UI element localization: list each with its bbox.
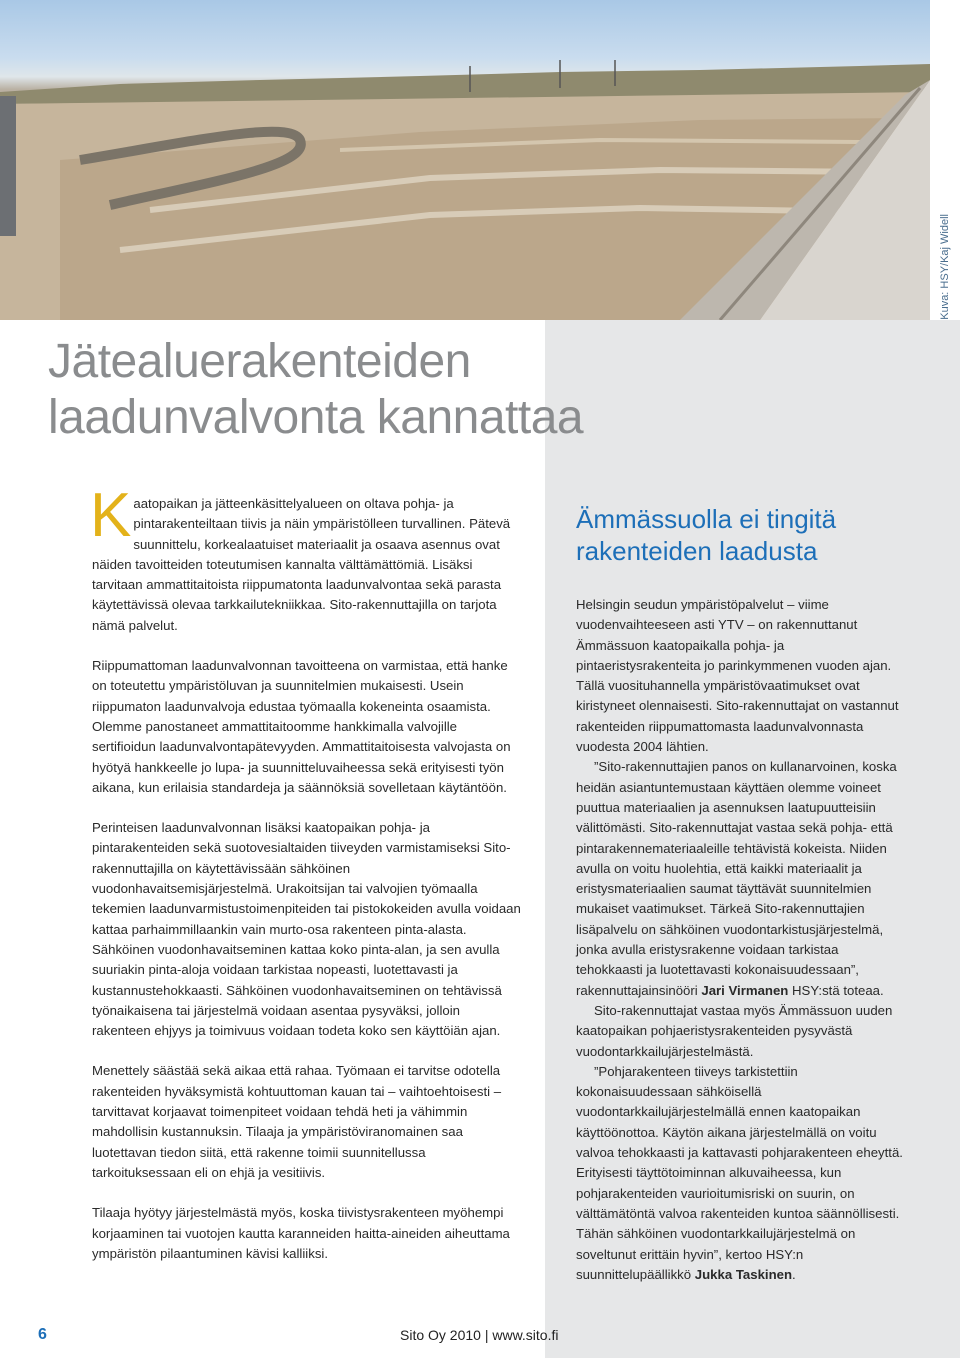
body-paragraph-3: Perinteisen laadunvalvonnan lisäksi kaatopaikan pohja- ja pintarakenteiden sekä suotovesialtaiden tiiveyden varmistamiseksi Sito-rakennuttajilla on käytettävissään sähköinen vuodonhavaitsemisjärjestelmä. Urakoitsijan tai valvojien työmaalla tekemien laadunvarmistustoimenpiteiden tai pistokokeiden avulla voidaan kattaa parhaimmillaankin vain murto-osa rakenteen pinta-alasta. Sähköinen vuodonhavaitseminen kattaa koko pinta-alan, ja sen avulla suuriakin pinta-aloja voidaan tarkistaa nopeasti, luotettavasti ja kustannustehokkaasti. Sähköinen vuodonhavaitseminen on tehtävissä työnaikaisena tai järjestelmä voidaan asentaa pysyväksi, jolloin rakenteen ehjyys ja toimivuus voidaan todeta koko sen käyttöiän ajan. (92, 820, 521, 1039)
body-paragraph-5: Tilaaja hyötyy järjestelmästä myös, koska tiivistysrakenteen myöhempi korjaaminen tai vuotojen kautta karanneiden haitta-aineiden aiheuttama ympäristön pilaantuminen kävisi kalliiksi. (92, 1205, 510, 1261)
body-paragraph-4: Menettely säästää sekä aikaa että rahaa. Työmaan ei tarvitse odotella rakenteiden hyväksymistä kohtuuttoman kauan tai – vaihtoehtoisesti – tarvittavat korjaavat toimenpiteet voidaan tehdä heti ja vähimmin mahdollisin kustannuksin. Tilaaja ja ympäristöviranomainen saa luotettavan tiedon siitä, että rakenne toimii suunnitellussa tarkoituksessaan eli on ehjä ja vesitiivis. (92, 1063, 502, 1180)
photo-credit: Kuva: HSY/Kaj Widell (939, 214, 951, 320)
sidebar-paragraph-4: ”Pohjarakenteen tiiveys tarkistettiin kokonaisuudessaan sähköisellä vuodontarkkailujärjestelmällä ennen kaatopaikan käyttöönottoa. Käytön aikana järjestelmällä on voitu valvoa tehokkaasti ja kattavasti pohjarakenteen eheyttä. Erityisesti täyttötoiminnan alkuvaiheessa, kun pohjarakenteiden vaurioitumisriski on suurin, on välttämätöntä valvoa rakenteiden kuntoa säännöllisesti. Tähän sähköinen vuodontarkkailujärjestelmä on soveltunut erittäin hyvin”, kertoo HSY:n suunnittelupäällikkö Jukka Taskinen. (576, 1063, 903, 1282)
body-paragraph-2: Riippumattoman laadunvalvonnan tavoitteena on varmistaa, että hanke on toteutettu ympäristöluvan ja suunnitelmien mukaisesti. Usein riippumaton laadunvalvoja edustaa työmaalla kokeneinta osaamista. Olemme panostaneet ammattitaitoomme hankkimalla valvojille sertifioidun laadunvalvontapätevyyden. Ammattitaitoisesta valvojasta on hyötyä hankkeelle jo lupa- ja suunnitteluvaiheessa sekä erityisesti työn aikana, kun erilaisia standardeja ja säännöksiä sovelletaan käytäntöön. (92, 658, 511, 795)
title-line-1: Jätealuerakenteiden (48, 335, 471, 388)
title-line-2: laadunvalvonta kannattaa (48, 391, 584, 444)
page-number: 6 (38, 1326, 47, 1343)
sidebar-box (576, 503, 906, 1285)
person-name-taskinen: Jukka Taskinen (694, 1266, 793, 1282)
sidebar-title-line-2: rakenteiden laadusta (576, 536, 818, 566)
dropcap: K (90, 481, 132, 550)
sidebar-title-line-1: Ämmässuolla ei tingitä (576, 504, 837, 534)
sidebar-paragraph-2: ”Sito-rakennuttajien panos on kullanarvoinen, koska heidän asiantuntemustaan käyttäen olemme voineet puuttua materiaalien ja asennuksen laatupuutteisiin välittömästi. Sito-rakennuttajat vastaa sekä pohja- että pintarakennemateriaaleille tehtävistä kokeista. Niiden avulla on voitu huolehtia, että kaikki materiaalit ja eristysmateriaalien saumat täyttävät suunnitelmien mukaiset vaatimukset. Tärkeä Sito-rakennuttajien lisäpalvelu on sähköinen vuodontarkistusjärjestelmä, jonka avulla eristysrakenne voidaan tarkistaa tehokkaasti ja luotettavasti kokonaisuudessaan”, rakennuttajainsinööri Jari Virmanen HSY:stä toteaa. (576, 759, 897, 998)
lead-text: aatopaikan ja jätteenkäsittelyalueen on oltava pohja- ja pintarakenteiltaan tiivis ja näin ympäristölleen turvallinen. Pätevä suunnittelu, korkealaatuiset materiaalit ja osaava asennus ovat näiden tavoitteiden toteutumisen kannalta välttämättömiä. Lisäksi tarvitaan ammattitaitoista riippumatonta laadunvalvontaa sekä parasta käytettävissä olevaa tarkkailutekniikkaa. Sito-rakennuttajilla on tarjota nämä palvelut. (92, 496, 511, 633)
article-title (48, 334, 583, 446)
sidebar-paragraph-1: Helsingin seudun ympäristöpalvelut – viime vuodenvaihteeseen asti YTV – on rakennuttanut Ämmässuon kaatopaikalla pohja- ja pintaeristysrakenteita jo parinkymmenen vuoden ajan. Tällä vuosituhannella ympäristövaatimukset ovat kiristyneet olennaisesti. Sito-rakennuttajat on vastannut rakenteiden riippumattomasta laadunvalvonnasta vuodesta 2004 lähtien. (576, 597, 899, 755)
article-body (90, 481, 522, 1284)
lead-paragraph (90, 481, 522, 636)
person-name-virmanen: Jari Virmanen (701, 982, 789, 998)
sidebar-title (576, 503, 906, 567)
sidebar-paragraph-3: Sito-rakennuttajat vastaa myös Ämmässuon uuden kaatopaikan pohjaeristysrakenteiden pysyvästä vuodontarkkailujärjestelmästä. (576, 1002, 893, 1059)
landfill-photo (0, 0, 930, 320)
footer-publication: Sito Oy 2010 | www.sito.fi (400, 1327, 559, 1343)
landfill-illustration (0, 0, 930, 320)
